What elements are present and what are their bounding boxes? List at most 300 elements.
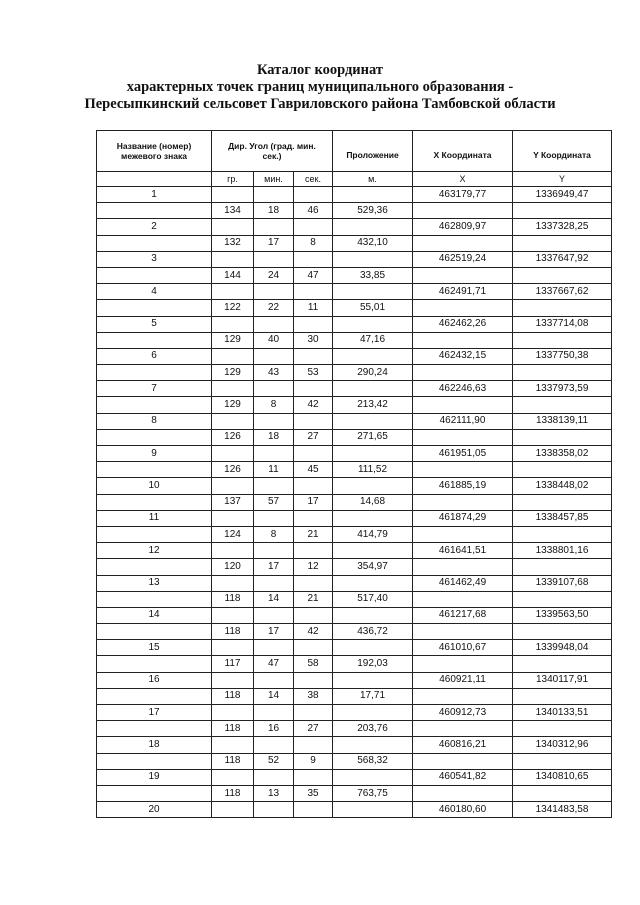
min-empty [254,607,294,623]
length-empty [333,284,413,300]
length-empty [333,510,413,526]
segment-deg: 118 [212,721,254,737]
header-x: X Координата [413,131,513,172]
segment-sec: 45 [294,462,333,478]
point-row [97,478,612,494]
sec-empty [294,607,333,623]
point-row [97,446,612,462]
segment-sec: 12 [294,559,333,575]
y-empty [513,300,612,316]
sec-empty [294,446,333,462]
segment-row [97,526,612,542]
segment-sec: 58 [294,656,333,672]
segment-row [97,688,612,704]
segment-deg: 118 [212,785,254,801]
segment-deg: 129 [212,365,254,381]
segment-min: 14 [254,591,294,607]
point-y: 1337714,08 [513,316,612,332]
name-empty [97,688,212,704]
segment-row [97,753,612,769]
y-empty [513,397,612,413]
y-empty [513,203,612,219]
deg-empty [212,187,254,203]
header-sec: сек. [294,172,333,187]
min-empty [254,705,294,721]
length-empty [333,478,413,494]
length-empty [333,219,413,235]
point-x: 462491,71 [413,284,513,300]
title-line-1: Каталог координат [256,62,384,78]
x-empty [413,656,513,672]
name-empty [97,235,212,251]
deg-empty [212,316,254,332]
y-empty [513,526,612,542]
segment-length: 529,36 [333,203,413,219]
segment-row [97,235,612,251]
segment-deg: 126 [212,462,254,478]
point-y: 1339107,68 [513,575,612,591]
segment-row [97,656,612,672]
x-empty [413,591,513,607]
point-y: 1340117,91 [513,672,612,688]
point-row [97,284,612,300]
point-x: 461010,67 [413,640,513,656]
x-empty [413,624,513,640]
length-empty [333,607,413,623]
deg-empty [212,672,254,688]
segment-length: 47,16 [333,332,413,348]
length-empty [333,446,413,462]
point-x: 461874,29 [413,510,513,526]
y-empty [513,591,612,607]
length-empty [333,413,413,429]
header-deg: гр. [212,172,254,187]
segment-min: 57 [254,494,294,510]
y-empty [513,494,612,510]
point-row [97,543,612,559]
x-empty [413,753,513,769]
point-number: 16 [97,672,212,688]
sec-empty [294,316,333,332]
segment-sec: 27 [294,721,333,737]
title-line-3: Пересыпкинский сельсовет Гавриловского района Тамбовской области [84,96,556,112]
x-empty [413,721,513,737]
segment-min: 16 [254,721,294,737]
sec-empty [294,284,333,300]
point-number: 9 [97,446,212,462]
sec-empty [294,640,333,656]
segment-min: 18 [254,203,294,219]
segment-length: 763,75 [333,785,413,801]
segment-length: 432,10 [333,235,413,251]
segment-deg: 120 [212,559,254,575]
point-y: 1339563,50 [513,607,612,623]
header-len-unit: м. [333,172,413,187]
point-number: 5 [97,316,212,332]
segment-min: 18 [254,429,294,445]
segment-deg: 126 [212,429,254,445]
y-empty [513,267,612,283]
segment-min: 43 [254,365,294,381]
x-empty [413,332,513,348]
segment-row [97,300,612,316]
min-empty [254,510,294,526]
segment-length: 290,24 [333,365,413,381]
point-row [97,575,612,591]
segment-min: 47 [254,656,294,672]
deg-empty [212,575,254,591]
point-x: 461885,19 [413,478,513,494]
name-empty [97,656,212,672]
point-y: 1338358,02 [513,446,612,462]
point-row [97,187,612,203]
point-number: 18 [97,737,212,753]
name-empty [97,203,212,219]
point-y: 1337667,62 [513,284,612,300]
header-x-sub: X [413,172,513,187]
segment-deg: 129 [212,332,254,348]
x-empty [413,559,513,575]
y-empty [513,656,612,672]
segment-row [97,591,612,607]
point-x: 460180,60 [413,802,513,818]
point-row [97,381,612,397]
name-empty [97,300,212,316]
segment-deg: 132 [212,235,254,251]
segment-length: 33,85 [333,267,413,283]
min-empty [254,543,294,559]
segment-deg: 122 [212,300,254,316]
point-number: 14 [97,607,212,623]
name-empty [97,429,212,445]
min-empty [254,381,294,397]
length-empty [333,802,413,818]
x-empty [413,203,513,219]
point-y: 1337750,38 [513,348,612,364]
segment-length: 213,42 [333,397,413,413]
point-x: 461462,49 [413,575,513,591]
x-empty [413,365,513,381]
segment-deg: 129 [212,397,254,413]
point-number: 20 [97,802,212,818]
point-number: 13 [97,575,212,591]
length-empty [333,543,413,559]
y-empty [513,753,612,769]
name-empty [97,624,212,640]
deg-empty [212,769,254,785]
length-empty [333,575,413,591]
deg-empty [212,284,254,300]
deg-empty [212,446,254,462]
x-empty [413,429,513,445]
segment-min: 11 [254,462,294,478]
segment-min: 17 [254,559,294,575]
y-empty [513,559,612,575]
deg-empty [212,510,254,526]
sec-empty [294,802,333,818]
y-empty [513,624,612,640]
sec-empty [294,543,333,559]
segment-deg: 118 [212,753,254,769]
point-y: 1340133,51 [513,705,612,721]
point-row [97,607,612,623]
point-row [97,251,612,267]
segment-length: 17,71 [333,688,413,704]
point-x: 461641,51 [413,543,513,559]
name-empty [97,721,212,737]
header-name: Название (номер) межевого знака [97,131,212,172]
deg-empty [212,478,254,494]
point-row [97,413,612,429]
min-empty [254,478,294,494]
segment-min: 14 [254,688,294,704]
coordinate-catalog-table [96,130,612,818]
point-x: 462432,15 [413,348,513,364]
point-row [97,672,612,688]
segment-sec: 42 [294,624,333,640]
deg-empty [212,219,254,235]
segment-sec: 35 [294,785,333,801]
x-empty [413,494,513,510]
point-x: 462246,63 [413,381,513,397]
segment-sec: 21 [294,591,333,607]
name-empty [97,397,212,413]
segment-row [97,332,612,348]
sec-empty [294,769,333,785]
segment-length: 414,79 [333,526,413,542]
name-empty [97,753,212,769]
point-y: 1338448,02 [513,478,612,494]
point-number: 6 [97,348,212,364]
segment-deg: 118 [212,688,254,704]
segment-row [97,494,612,510]
segment-min: 40 [254,332,294,348]
sec-empty [294,510,333,526]
min-empty [254,316,294,332]
point-x: 460912,73 [413,705,513,721]
segment-length: 14,68 [333,494,413,510]
segment-row [97,785,612,801]
x-empty [413,397,513,413]
point-row [97,802,612,818]
segment-length: 354,97 [333,559,413,575]
point-x: 463179,77 [413,187,513,203]
sec-empty [294,413,333,429]
header-row-sub [97,172,612,187]
x-empty [413,267,513,283]
segment-length: 517,40 [333,591,413,607]
name-empty [97,559,212,575]
segment-deg: 124 [212,526,254,542]
point-y: 1338457,85 [513,510,612,526]
catalog-body [97,187,612,818]
min-empty [254,640,294,656]
segment-min: 52 [254,753,294,769]
length-empty [333,769,413,785]
min-empty [254,802,294,818]
y-empty [513,332,612,348]
point-y: 1340312,96 [513,737,612,753]
y-empty [513,235,612,251]
segment-min: 8 [254,526,294,542]
y-empty [513,462,612,478]
deg-empty [212,737,254,753]
header-row-main [97,131,612,172]
length-empty [333,348,413,364]
length-empty [333,381,413,397]
deg-empty [212,802,254,818]
segment-row [97,462,612,478]
header-angle: Дир. Угол (град. мин. сек.) [212,131,333,172]
segment-row [97,721,612,737]
segment-length: 271,65 [333,429,413,445]
segment-row [97,624,612,640]
length-empty [333,705,413,721]
sec-empty [294,705,333,721]
deg-empty [212,348,254,364]
point-x: 460816,21 [413,737,513,753]
point-number: 15 [97,640,212,656]
name-empty [97,267,212,283]
deg-empty [212,640,254,656]
point-number: 17 [97,705,212,721]
header-y-sub: Y [513,172,612,187]
length-empty [333,672,413,688]
point-row [97,348,612,364]
segment-min: 8 [254,397,294,413]
segment-deg: 118 [212,591,254,607]
point-x: 462809,97 [413,219,513,235]
point-y: 1337973,59 [513,381,612,397]
segment-sec: 17 [294,494,333,510]
name-empty [97,462,212,478]
point-y: 1337647,92 [513,251,612,267]
segment-min: 17 [254,235,294,251]
segment-length: 203,76 [333,721,413,737]
point-x: 461951,05 [413,446,513,462]
segment-length: 192,03 [333,656,413,672]
point-number: 10 [97,478,212,494]
point-y: 1338139,11 [513,413,612,429]
segment-sec: 46 [294,203,333,219]
length-empty [333,251,413,267]
point-x: 461217,68 [413,607,513,623]
sec-empty [294,348,333,364]
name-empty [97,785,212,801]
point-number: 4 [97,284,212,300]
segment-sec: 11 [294,300,333,316]
y-empty [513,785,612,801]
segment-min: 24 [254,267,294,283]
segment-row [97,267,612,283]
min-empty [254,219,294,235]
segment-sec: 27 [294,429,333,445]
name-empty [97,591,212,607]
segment-row [97,365,612,381]
segment-length: 568,32 [333,753,413,769]
min-empty [254,413,294,429]
segment-length: 55,01 [333,300,413,316]
point-x: 460921,11 [413,672,513,688]
sec-empty [294,251,333,267]
sec-empty [294,478,333,494]
min-empty [254,769,294,785]
point-number: 12 [97,543,212,559]
segment-min: 17 [254,624,294,640]
title-line-2: характерных точек границ муниципального образования - [126,79,514,95]
segment-deg: 118 [212,624,254,640]
header-sub-empty [97,172,212,187]
y-empty [513,721,612,737]
min-empty [254,348,294,364]
point-row [97,737,612,753]
y-empty [513,365,612,381]
min-empty [254,575,294,591]
point-row [97,769,612,785]
length-empty [333,640,413,656]
segment-row [97,429,612,445]
segment-deg: 134 [212,203,254,219]
y-empty [513,688,612,704]
point-x: 462462,26 [413,316,513,332]
point-row [97,219,612,235]
point-x: 460541,82 [413,769,513,785]
segment-sec: 9 [294,753,333,769]
point-row [97,705,612,721]
min-empty [254,737,294,753]
segment-sec: 53 [294,365,333,381]
length-empty [333,187,413,203]
segment-sec: 38 [294,688,333,704]
x-empty [413,300,513,316]
point-y: 1338801,16 [513,543,612,559]
deg-empty [212,705,254,721]
x-empty [413,526,513,542]
segment-sec: 30 [294,332,333,348]
point-number: 1 [97,187,212,203]
point-row [97,316,612,332]
segment-length: 436,72 [333,624,413,640]
min-empty [254,672,294,688]
name-empty [97,365,212,381]
min-empty [254,446,294,462]
point-y: 1339948,04 [513,640,612,656]
segment-length: 111,52 [333,462,413,478]
segment-deg: 137 [212,494,254,510]
point-row [97,510,612,526]
point-x: 462519,24 [413,251,513,267]
point-row [97,640,612,656]
x-empty [413,785,513,801]
point-number: 3 [97,251,212,267]
document-title [0,62,640,113]
sec-empty [294,575,333,591]
segment-row [97,203,612,219]
segment-deg: 117 [212,656,254,672]
sec-empty [294,672,333,688]
x-empty [413,462,513,478]
segment-min: 22 [254,300,294,316]
deg-empty [212,607,254,623]
length-empty [333,316,413,332]
min-empty [254,187,294,203]
deg-empty [212,543,254,559]
segment-sec: 21 [294,526,333,542]
point-number: 7 [97,381,212,397]
segment-sec: 8 [294,235,333,251]
segment-sec: 47 [294,267,333,283]
point-y: 1340810,65 [513,769,612,785]
